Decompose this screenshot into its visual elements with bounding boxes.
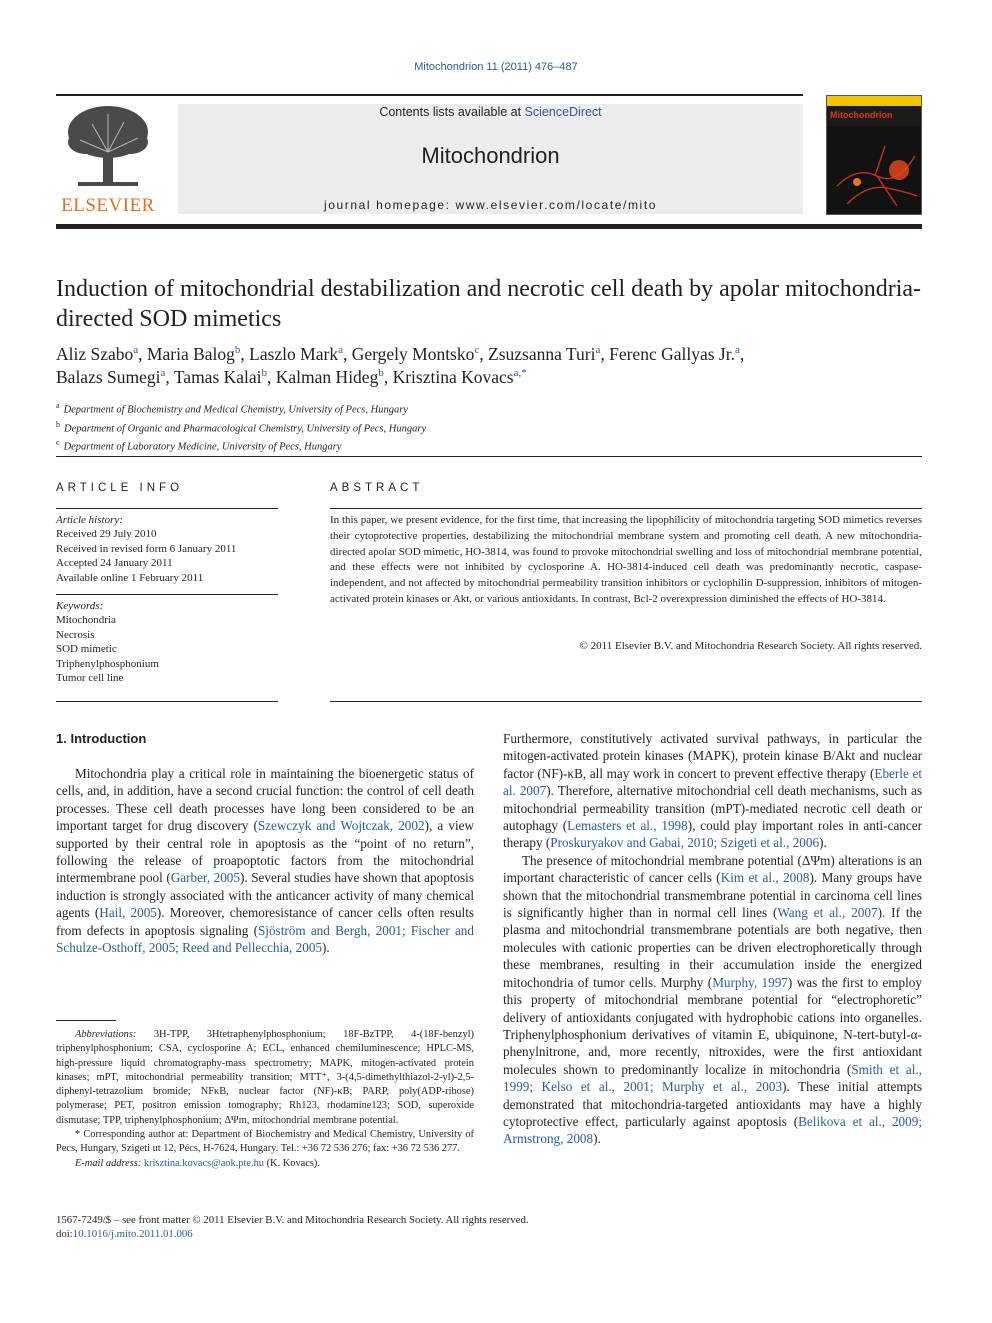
- author-name: Gergely Montsko: [351, 344, 475, 364]
- author: [56, 344, 147, 364]
- author: [352, 344, 488, 364]
- abstract-heading: ABSTRACT: [330, 482, 424, 494]
- doi-prefix: doi:: [56, 1228, 73, 1241]
- article-history: [56, 513, 278, 585]
- author: [488, 344, 609, 364]
- author-list: [56, 343, 922, 389]
- affiliation: [56, 399, 922, 418]
- intro-paragraph-2: Furthermore, constitutively activated survival pathways, in particular the mitogen-activated protein kinases (MAPK), protein kinase B/Akt and nuclear factor (NF)-κB, all may work in concert to prevent effective therapy (Eberle et al. 2007). Therefore, alternative mitochondrial cell death mechanisms, such as mitochondrial permeability transition (mPT)-mediated necrotic cell death or autophagy (Lemasters et al., 1998), could play important roles in anti-cancer therapy (Proskuryakov and Gabai, 2010; Szigeti et al., 2006).: [503, 731, 922, 851]
- author-affiliation-mark[interactable]: a: [338, 344, 343, 357]
- article-title: Induction of mitochondrial destabilization and necrotic cell death by apolar mitochondria-directed SOD mimetics: [56, 276, 922, 332]
- history-item: Received in revised form 6 January 2011: [56, 542, 237, 555]
- author-name: Aliz Szabo: [56, 344, 134, 364]
- author-affiliation-mark[interactable]: b: [234, 344, 241, 357]
- footnotes: [56, 1028, 474, 1171]
- author: [56, 367, 174, 387]
- keyword: Necrosis: [56, 628, 95, 641]
- section-heading-introduction: 1. Introduction: [56, 731, 147, 746]
- citation-link[interactable]: Garber, 2005: [170, 870, 240, 886]
- author: [609, 344, 744, 364]
- sciencedirect-link[interactable]: ScienceDirect: [524, 105, 602, 119]
- abbreviations-label: Abbreviations:: [75, 1029, 137, 1040]
- author-separator: ,: [342, 344, 352, 364]
- journal-cover-image: [826, 95, 922, 215]
- citation-link[interactable]: Proskuryakov and Gabai, 2010; Szigeti et al., 2006: [550, 835, 820, 851]
- author: [393, 367, 527, 387]
- keywords-block: [56, 599, 278, 685]
- abbreviations-footnote: [56, 1028, 474, 1128]
- abstract-bottom-rule: [330, 701, 922, 702]
- author-affiliation-mark[interactable]: b: [378, 367, 384, 380]
- title-divider: [56, 456, 922, 457]
- email-footnote: [56, 1157, 474, 1171]
- author-name: Kalman Hideg: [275, 367, 379, 387]
- intro-paragraph-3: The presence of mitochondrial membrane potential (ΔΨm) alterations is an important characteristic of cancer cells (Kim et al., 2008). Many groups have shown that the mitochondrial transmembrane potential in carcinoma cell lines is significantly higher than in normal cell lines (Wang et al., 2007). If the plasma and mitochondrial transmembrane potentials are both negative, then molecules with cationic properties can be driven electrophoretically through these membranes, resulting in their accumulation inside the energized mitochondria of tumor cells. Murphy (Murphy, 1997) was the first to employ this property of mitochondrial membrane potential for “electrophoretic” delivery of antioxidants conjugated with hydrophobic cations into organelles. Triphenylphosphonium derivatives of vitamin E, ubiquinone, N-tert-butyl-α-phenylnitrone, and, more recently, nitroxides, were the first antioxidant molecules shown to predominantly localize in mitochondria (Smith et al., 1999; Kelso et al., 2001; Murphy et al., 2003). These initial attempts demonstrated that mitochondria-targeted antioxidants may have a highly cytoprotective effect, particularly against apoptosis (Belikova et al., 2009; Armstrong, 2008).: [503, 852, 923, 1147]
- author-affiliation-mark[interactable]: a: [160, 367, 166, 380]
- abbreviations-text: 3H-TPP, 3Htetraphenylphosphonium; 18F-BzTPP, 4-(18F-benzyl) triphenylphosphonium; CSA, cyclosporine A; ECL, enhanced chemiluminescence; HPLC-MS, high-pressure liquid chromatography-mass spectrometry; MAPK, mitogen-activated protein kinases; mPT, mitochondrial permeability transition; MTT⁺, 3-(4,5-dimethylthiazol-2-yl)-2,5-diphenyl-tetrazolium bromide; NFκB, nuclear factor (NF)-κB; PARP, poly(ADP-ribose) polymerase; PET, positron emission tomography; Rh123, rhodamine123; SOD, superoxide dismutase; TPP, triphenylphosphonium; ΔΨm, mitochondrial membrane potential.: [56, 1029, 474, 1126]
- email-link[interactable]: krisztina.kovacs@aok.pte.hu: [143, 1157, 264, 1169]
- author-separator: ,: [383, 367, 393, 387]
- contents-prefix: Contents lists available at: [379, 105, 525, 119]
- affiliation-mark: b: [56, 419, 60, 429]
- citation-link[interactable]: Hail, 2005: [99, 905, 157, 921]
- author-name: Maria Balog: [146, 344, 235, 364]
- front-matter-meta: [56, 1213, 756, 1242]
- author-name: Tamas Kalai: [173, 367, 262, 387]
- doi-line: [56, 1227, 756, 1241]
- affiliation-list: [56, 399, 922, 455]
- affiliation-text: Department of Biochemistry and Medical Chemistry, University of Pecs, Hungary: [63, 404, 408, 416]
- author-name: Laszlo Mark: [249, 344, 339, 364]
- abstract-rule: [330, 508, 922, 509]
- cover-title: Mitochondrion: [830, 110, 893, 120]
- keyword: Mitochondria: [56, 614, 116, 627]
- issn-line: 1567-7249/$ – see front matter © 2011 Elsevier B.V. and Mitochondria Research Society. All rights reserved.: [56, 1214, 529, 1226]
- article-info-heading: ARTICLE INFO: [56, 482, 184, 494]
- author-separator: ,: [479, 344, 489, 364]
- affiliation-text: Department of Organic and Pharmacological Chemistry, University of Pecs, Hungary: [64, 423, 427, 434]
- author-affiliation-mark[interactable]: a: [734, 344, 740, 357]
- author-affiliation-mark[interactable]: c: [474, 344, 480, 357]
- article-info-rule: [56, 508, 278, 509]
- author-name: Balazs Sumegi: [56, 367, 161, 387]
- affiliation-text: Department of Laboratory Medicine, University of Pecs, Hungary: [63, 441, 342, 453]
- citation-link[interactable]: Smith et al., 1999; Kelso et al., 2001; Murphy et al., 2003: [503, 1061, 922, 1095]
- citation-link[interactable]: Szewczyk and Wojtczak, 2002: [257, 818, 425, 834]
- author-affiliation-mark[interactable]: a: [595, 344, 601, 357]
- keyword: Triphenylphosphonium: [56, 657, 159, 670]
- author: [276, 367, 393, 387]
- affiliation-mark: a: [56, 401, 60, 410]
- email-suffix: (K. Kovacs).: [263, 1157, 320, 1169]
- email-label: E-mail address:: [75, 1157, 142, 1169]
- journal-homepage[interactable]: journal homepage: www.elsevier.com/locate/mito: [323, 198, 658, 212]
- author: [147, 344, 249, 364]
- citation-link[interactable]: Eberle et al. 2007: [503, 765, 922, 799]
- author: [174, 367, 276, 387]
- abstract-text: In this paper, we present evidence, for the first time, that increasing the lipophilicity of mitochondria targeting SOD mimetics reverses their cytoprotective properties, destabilizing the mitochondrial membrane system and promoting cell death. A new mitochondria-directed apolar SOD mimetic, HO-3814, was found to provoke mitochondrial swelling and loss of mitochondrial membrane potential, and these effects were not inhibited by cyclosporine A. HO-3814-induced cell death was predominantly necrotic, caspase-independent, and not affected by mitochondrial permeability transition inhibitors or cyclophilin D-suppression, inhibitors of mitogen-activated protein kinases or Akt, or various antioxidants. In contrast, Bcl-2 overexpression diminished the effects of HO-3814.: [330, 514, 922, 605]
- author-separator: ,: [165, 367, 174, 387]
- affiliation: [56, 436, 922, 455]
- author-separator: ,: [240, 344, 250, 364]
- keywords-label: Keywords:: [56, 600, 104, 612]
- author-separator: ,: [267, 367, 276, 387]
- footnote-rule: [56, 1020, 116, 1021]
- journal-citation[interactable]: Mitochondrion 11 (2011) 476–487: [414, 61, 578, 73]
- author-name: Ferenc Gallyas Jr.: [609, 344, 735, 364]
- citation-link[interactable]: Sjöström and Bergh, 2001; Fischer and Schulze-Osthoff, 2005; Reed and Pellecchia, 2005: [56, 922, 474, 956]
- citation-link[interactable]: Wang et al., 2007: [777, 905, 878, 921]
- keyword: Tumor cell line: [56, 672, 124, 685]
- affiliation-mark: c: [56, 438, 60, 447]
- elsevier-wordmark: ELSEVIER: [61, 195, 155, 216]
- citation-link[interactable]: Murphy, 1997: [712, 974, 788, 990]
- header-thick-rule: [56, 224, 922, 229]
- article-info-bottom-rule: [56, 701, 278, 702]
- journal-name: Mitochondrion: [421, 143, 560, 168]
- history-label: Article history:: [56, 514, 123, 526]
- header-rule: [56, 94, 803, 96]
- history-item: Accepted 24 January 2011: [56, 557, 173, 570]
- author-separator: ,: [600, 344, 610, 364]
- body-column-right: [503, 730, 922, 1148]
- history-item: Available online 1 February 2011: [56, 571, 204, 584]
- keyword: SOD mimetic: [56, 643, 117, 656]
- citation-link[interactable]: Kim et al., 2008: [720, 870, 810, 886]
- author-name: Krisztina Kovacs: [392, 367, 514, 387]
- citation-link[interactable]: Belikova et al., 2009; Armstrong, 2008: [503, 1113, 922, 1147]
- corresponding-author-footnote: * Corresponding author at: Department of Biochemistry and Medical Chemistry, University of Pecs, Hungary, Szigeti ut 12, Pécs, H-7624, Hungary. Tel.: +36 72 536 276; fax: +36 72 536 277.: [56, 1129, 474, 1155]
- author-affiliation-mark[interactable]: b: [261, 367, 268, 380]
- affiliation: [56, 418, 922, 437]
- body-column-left: [56, 765, 474, 956]
- doi-link[interactable]: 10.1016/j.mito.2011.01.006: [72, 1228, 193, 1241]
- author-separator: ,: [138, 344, 147, 364]
- author-separator: ,: [739, 344, 745, 364]
- author: [249, 344, 352, 364]
- citation-link[interactable]: Lemasters et al., 1998: [567, 818, 688, 834]
- intro-paragraph-1: Mitochondria play a critical role in maintaining the bioenergetic status of cells, and, in addition, have a second crucial function: the control of cell death processes. These cell death processes have long been considered to be an important target for drug discovery (Szewczyk and Wojtczak, 2002), a view supported by their central role in apoptosis as the “point of no return”, following the release of proapoptotic factors from the mitochondrial intermembrane pool (Garber, 2005). Several studies have shown that apoptosis induction is strongly associated with the anticancer activity of many chemical agents (Hail, 2005). Moreover, chemoresistance of cancer cells often results from defects in apoptosis signaling (Sjöström and Bergh, 2001; Fischer and Schulze-Osthoff, 2005; Reed and Pellecchia, 2005).: [56, 766, 474, 956]
- author-affiliation-mark[interactable]: a,*: [513, 367, 527, 380]
- author-affiliation-mark[interactable]: a: [133, 344, 139, 357]
- history-item: Received 29 July 2010: [56, 528, 157, 541]
- abstract-copyright: © 2011 Elsevier B.V. and Mitochondria Research Society. All rights reserved.: [579, 640, 922, 652]
- author-name: Zsuzsanna Turi: [488, 344, 596, 364]
- contents-line: [178, 105, 803, 119]
- keywords-rule: [56, 594, 278, 595]
